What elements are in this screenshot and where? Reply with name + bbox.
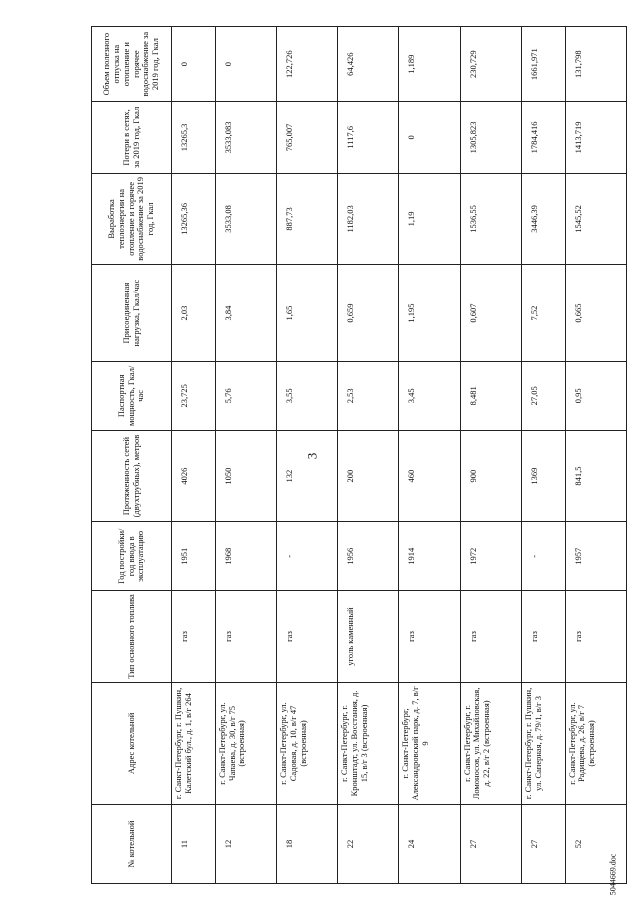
- connected-load: 0,607: [460, 265, 521, 362]
- useful-supply: 1,189: [399, 27, 460, 102]
- useful-supply: 131,798: [565, 27, 626, 102]
- connected-load: 3,84: [215, 265, 276, 362]
- useful-supply: 1661,971: [521, 27, 565, 102]
- useful-supply: 230,729: [460, 27, 521, 102]
- network-length: 200: [338, 430, 399, 522]
- boiler-address: г. Санкт-Петербург, ул. Радищева, д. 26, в/г 7 (встроенная): [565, 682, 626, 804]
- network-losses: 0: [399, 102, 460, 173]
- connected-load: 2,03: [172, 265, 216, 362]
- boiler-number: 52: [565, 805, 626, 884]
- useful-supply: 64,426: [338, 27, 399, 102]
- heat-output: 887,73: [277, 173, 338, 265]
- table-row: [521, 27, 565, 884]
- boiler-address: г. Санкт-Петербург, Александровский парк, д. 7, в/г 9: [399, 682, 460, 804]
- network-losses: 1784,416: [521, 102, 565, 173]
- heat-output: 1182,03: [338, 173, 399, 265]
- header-network-length: Протяженность сетей (двухтрубных), метров: [92, 430, 172, 522]
- table-row: [277, 27, 338, 884]
- header-useful-supply: Объем полезного отпуска на отопление и горячее водоснабжение за 2019 год, Гкал: [92, 27, 172, 102]
- year: 1956: [338, 522, 399, 591]
- year: 1972: [460, 522, 521, 591]
- header-capacity: Паспортная мощность, Гкал/час: [92, 361, 172, 430]
- header-address: Адрес котельной: [92, 682, 172, 804]
- network-length: 132: [277, 430, 338, 522]
- capacity: 23,725: [172, 361, 216, 430]
- connected-load: 0,665: [565, 265, 626, 362]
- fuel-type: газ: [521, 591, 565, 683]
- network-losses: 3533,083: [215, 102, 276, 173]
- network-losses: 13265,3: [172, 102, 216, 173]
- boiler-address: г. Санкт-Петербург, г. Пушкин, ул. Саперная, д. 79/1, в/г 3: [521, 682, 565, 804]
- capacity: 3,55: [277, 361, 338, 430]
- fuel-type: газ: [565, 591, 626, 683]
- fuel-type: газ: [277, 591, 338, 683]
- boiler-number: 12: [215, 805, 276, 884]
- year: 1957: [565, 522, 626, 591]
- network-losses: 765,007: [277, 102, 338, 173]
- header-connected-load: Присоединенная нагрузка, Гкал/час: [92, 265, 172, 362]
- boiler-address: г. Санкт-Петербург, ул. Садовая, д. 10, в/г 47 (встроенная): [277, 682, 338, 804]
- useful-supply: 0: [172, 27, 216, 102]
- boiler-number: 27: [460, 805, 521, 884]
- boiler-number: 11: [172, 805, 216, 884]
- useful-supply: 0: [215, 27, 276, 102]
- document-footer: 5044669.doc: [608, 853, 618, 896]
- table-row: [565, 27, 626, 884]
- table-row: [172, 27, 216, 884]
- network-length: 900: [460, 430, 521, 522]
- year: 1951: [172, 522, 216, 591]
- fuel-type: газ: [172, 591, 216, 683]
- network-losses: 1305,823: [460, 102, 521, 173]
- table-row: [215, 27, 276, 884]
- boiler-table-rotated: [91, 26, 627, 884]
- header-fuel-type: Тип основного топлива: [92, 591, 172, 683]
- connected-load: 1,65: [277, 265, 338, 362]
- boiler-number: 22: [338, 805, 399, 884]
- heat-output: 13265,36: [172, 173, 216, 265]
- network-losses: 1413,719: [565, 102, 626, 173]
- boiler-address: г. Санкт-Петербург, г. Ломоносов, ул. Михайловская, д. 22, в/г 2 (встроенная): [460, 682, 521, 804]
- capacity: 5,76: [215, 361, 276, 430]
- network-length: 841,5: [565, 430, 626, 522]
- fuel-type: газ: [399, 591, 460, 683]
- heat-output: 1536,55: [460, 173, 521, 265]
- capacity: 2,53: [338, 361, 399, 430]
- fuel-type: уголь каменный: [338, 591, 399, 683]
- year: 1914: [399, 522, 460, 591]
- network-length: 1050: [215, 430, 276, 522]
- heat-output: 3446,39: [521, 173, 565, 265]
- network-length: 1369: [521, 430, 565, 522]
- year: -: [521, 522, 565, 591]
- fuel-type: газ: [215, 591, 276, 683]
- boiler-address: г. Санкт-Петербург, ул. Чапаева, д. 30, в/г 75 (встроенная): [215, 682, 276, 804]
- header-network-losses: Потери в сетях, за 2019 год, Гкал: [92, 102, 172, 173]
- header-heat-output: Выработка теплоэнергии на отопление и горячее водоснабжение за 2019 год, Гкал: [92, 173, 172, 265]
- boiler-number: 27: [521, 805, 565, 884]
- table-header-row: [92, 27, 172, 884]
- header-year: Год постройки/ год ввода в эксплуатацию: [92, 522, 172, 591]
- boiler-table: [91, 26, 627, 884]
- page-number: 3: [304, 452, 320, 460]
- heat-output: 1545,52: [565, 173, 626, 265]
- fuel-type: газ: [460, 591, 521, 683]
- year: -: [277, 522, 338, 591]
- boiler-address: г. Санкт-Петербург, г. Пушкин, Калетский бул., д. 1, в/г 264: [172, 682, 216, 804]
- connected-load: 1,195: [399, 265, 460, 362]
- table-row: [338, 27, 399, 884]
- table-row: [460, 27, 521, 884]
- capacity: 8,481: [460, 361, 521, 430]
- connected-load: 0,659: [338, 265, 399, 362]
- heat-output: 1,19: [399, 173, 460, 265]
- capacity: 27,05: [521, 361, 565, 430]
- header-boiler-number: № котельной: [92, 805, 172, 884]
- capacity: 0,95: [565, 361, 626, 430]
- network-length: 4026: [172, 430, 216, 522]
- useful-supply: 122,726: [277, 27, 338, 102]
- table-row: [399, 27, 460, 884]
- boiler-address: г. Санкт-Петербург, г. Кронштадт, ул. Восстания, д. 15, в/г 3 (встроенная): [338, 682, 399, 804]
- heat-output: 3533,08: [215, 173, 276, 265]
- year: 1968: [215, 522, 276, 591]
- network-losses: 1117,6: [338, 102, 399, 173]
- connected-load: 7,52: [521, 265, 565, 362]
- boiler-number: 18: [277, 805, 338, 884]
- capacity: 3,45: [399, 361, 460, 430]
- network-length: 460: [399, 430, 460, 522]
- boiler-number: 24: [399, 805, 460, 884]
